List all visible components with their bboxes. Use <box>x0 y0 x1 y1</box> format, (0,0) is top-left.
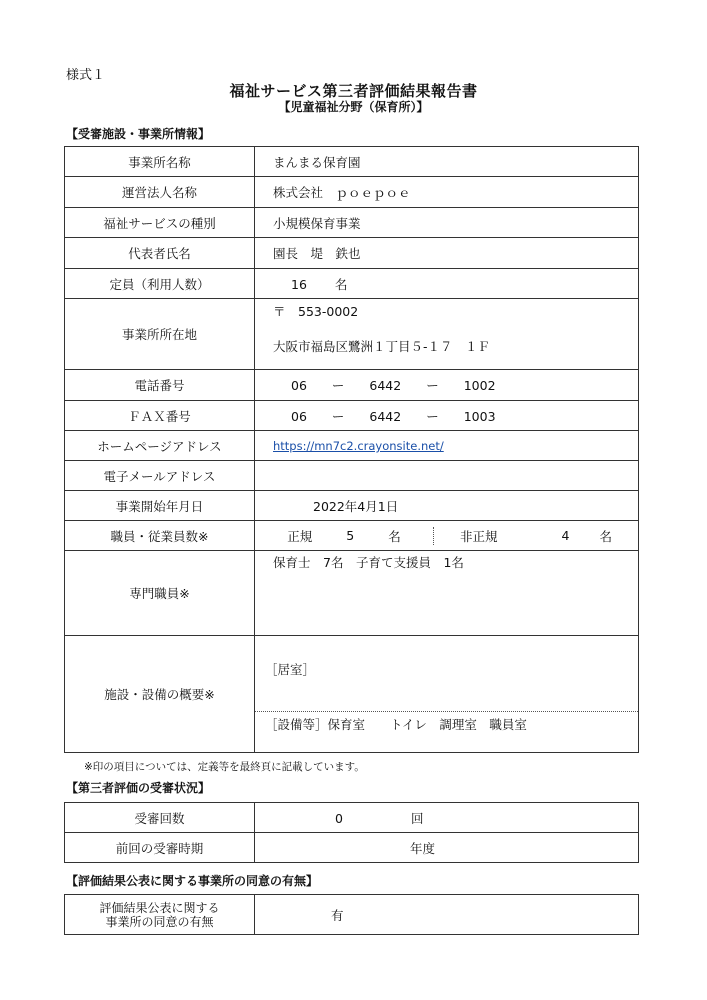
service-type-value: 小規模保育事業 <box>255 208 639 238</box>
evaluation-count-label: 受審回数 <box>65 803 255 833</box>
row-phone <box>65 370 639 401</box>
evaluation-count-value: 0 <box>335 810 343 826</box>
business-name-value: まんまる保育園 <box>255 147 639 177</box>
consent-section-title: 【評価結果公表に関する事業所の同意の有無】 <box>66 874 319 888</box>
phone-value: 06 ー 6442 ー 1002 <box>255 370 639 401</box>
row-business-name <box>65 147 639 177</box>
form-label: 様式１ <box>66 68 106 83</box>
capacity-value-cell <box>255 269 639 299</box>
regular-count: 5 <box>346 528 355 543</box>
document-title: 福祉サービス第三者評価結果報告書 <box>229 82 478 100</box>
row-start-date <box>65 491 639 521</box>
row-service-type <box>65 208 639 238</box>
row-facilities <box>65 636 639 753</box>
consent-label-line2: 事業所の同意の有無 <box>105 914 214 929</box>
regular-label: 正規 <box>287 528 313 544</box>
nonregular-staff <box>434 527 638 545</box>
regular-staff <box>255 527 434 545</box>
staff-value-cell <box>255 521 639 551</box>
evaluation-count-cell <box>255 803 639 833</box>
row-evaluation-count <box>65 803 639 833</box>
row-previous-evaluation <box>65 833 639 863</box>
regular-unit: 名 <box>388 528 401 544</box>
previous-evaluation-value: 年度 <box>255 833 639 863</box>
row-email <box>65 461 639 491</box>
facilities-equipment: ［設備等］保育室 トイレ 調理室 職員室 <box>265 716 527 732</box>
row-homepage <box>65 431 639 461</box>
row-operator <box>65 177 639 208</box>
row-staff <box>65 521 639 551</box>
postal-code: 〒 553-0002 <box>273 304 359 319</box>
consent-value: 有 <box>255 895 639 935</box>
nonregular-label: 非正規 <box>460 528 498 544</box>
row-representative <box>65 238 639 269</box>
footnote: ※印の項目については、定義等を最終頁に記載しています。 <box>84 761 365 773</box>
fax-value: 06 ー 6442 ー 1003 <box>255 401 639 431</box>
address-label: 事業所所在地 <box>65 299 255 370</box>
capacity-label: 定員（利用人数） <box>65 269 255 299</box>
row-capacity <box>65 269 639 299</box>
consent-label-line1: 評価結果公表に関する <box>99 900 220 915</box>
staff-label: 職員・従業員数※ <box>65 521 255 551</box>
nonregular-count: 4 <box>561 528 570 543</box>
homepage-value-cell <box>255 431 639 461</box>
operator-label: 運営法人名称 <box>65 177 255 208</box>
nonregular-unit: 名 <box>599 528 612 544</box>
fax-label: ＦＡＸ番号 <box>65 401 255 431</box>
facilities-rooms: ［居室］ <box>255 656 638 712</box>
facilities-value-cell <box>255 636 639 753</box>
facility-info-table <box>64 146 639 753</box>
evaluation-section-title: 【第三者評価の受審状況】 <box>66 781 211 795</box>
service-type-label: 福祉サービスの種別 <box>65 208 255 238</box>
specialists-value: 保育士 7名 子育て支援員 1名 <box>255 551 639 636</box>
address-value: 大阪市福島区鷺洲１丁目５-１７ １Ｆ <box>273 339 491 354</box>
previous-evaluation-label: 前回の受審時期 <box>65 833 255 863</box>
email-label: 電子メールアドレス <box>65 461 255 491</box>
facilities-label: 施設・設備の概要※ <box>65 636 255 753</box>
facility-info-section-title: 【受審施設・事業所情報】 <box>66 127 211 141</box>
email-value <box>255 461 639 491</box>
row-consent <box>65 895 639 935</box>
address-value-cell <box>255 299 639 370</box>
row-address <box>65 299 639 370</box>
operator-value: 株式会社 ｐｏｅｐｏｅ <box>255 177 639 208</box>
phone-label: 電話番号 <box>65 370 255 401</box>
homepage-link[interactable]: https://mn7c2.crayonsite.net/ <box>273 439 444 453</box>
representative-value: 園長 堤 鉄也 <box>255 238 639 269</box>
consent-label <box>65 895 255 935</box>
document-subtitle: 【児童福祉分野（保育所）】 <box>278 100 429 114</box>
capacity-number: 16 <box>291 276 307 292</box>
start-date-value: 2022年4月1日 <box>255 491 639 521</box>
representative-label: 代表者氏名 <box>65 238 255 269</box>
evaluation-count-unit: 回 <box>410 810 424 826</box>
evaluation-table <box>64 802 639 863</box>
business-name-label: 事業所名称 <box>65 147 255 177</box>
start-date-label: 事業開始年月日 <box>65 491 255 521</box>
capacity-unit: 名 <box>334 276 348 292</box>
specialists-label: 専門職員※ <box>65 551 255 636</box>
homepage-label: ホームページアドレス <box>65 431 255 461</box>
row-fax <box>65 401 639 431</box>
consent-table <box>64 894 639 935</box>
row-specialists <box>65 551 639 636</box>
